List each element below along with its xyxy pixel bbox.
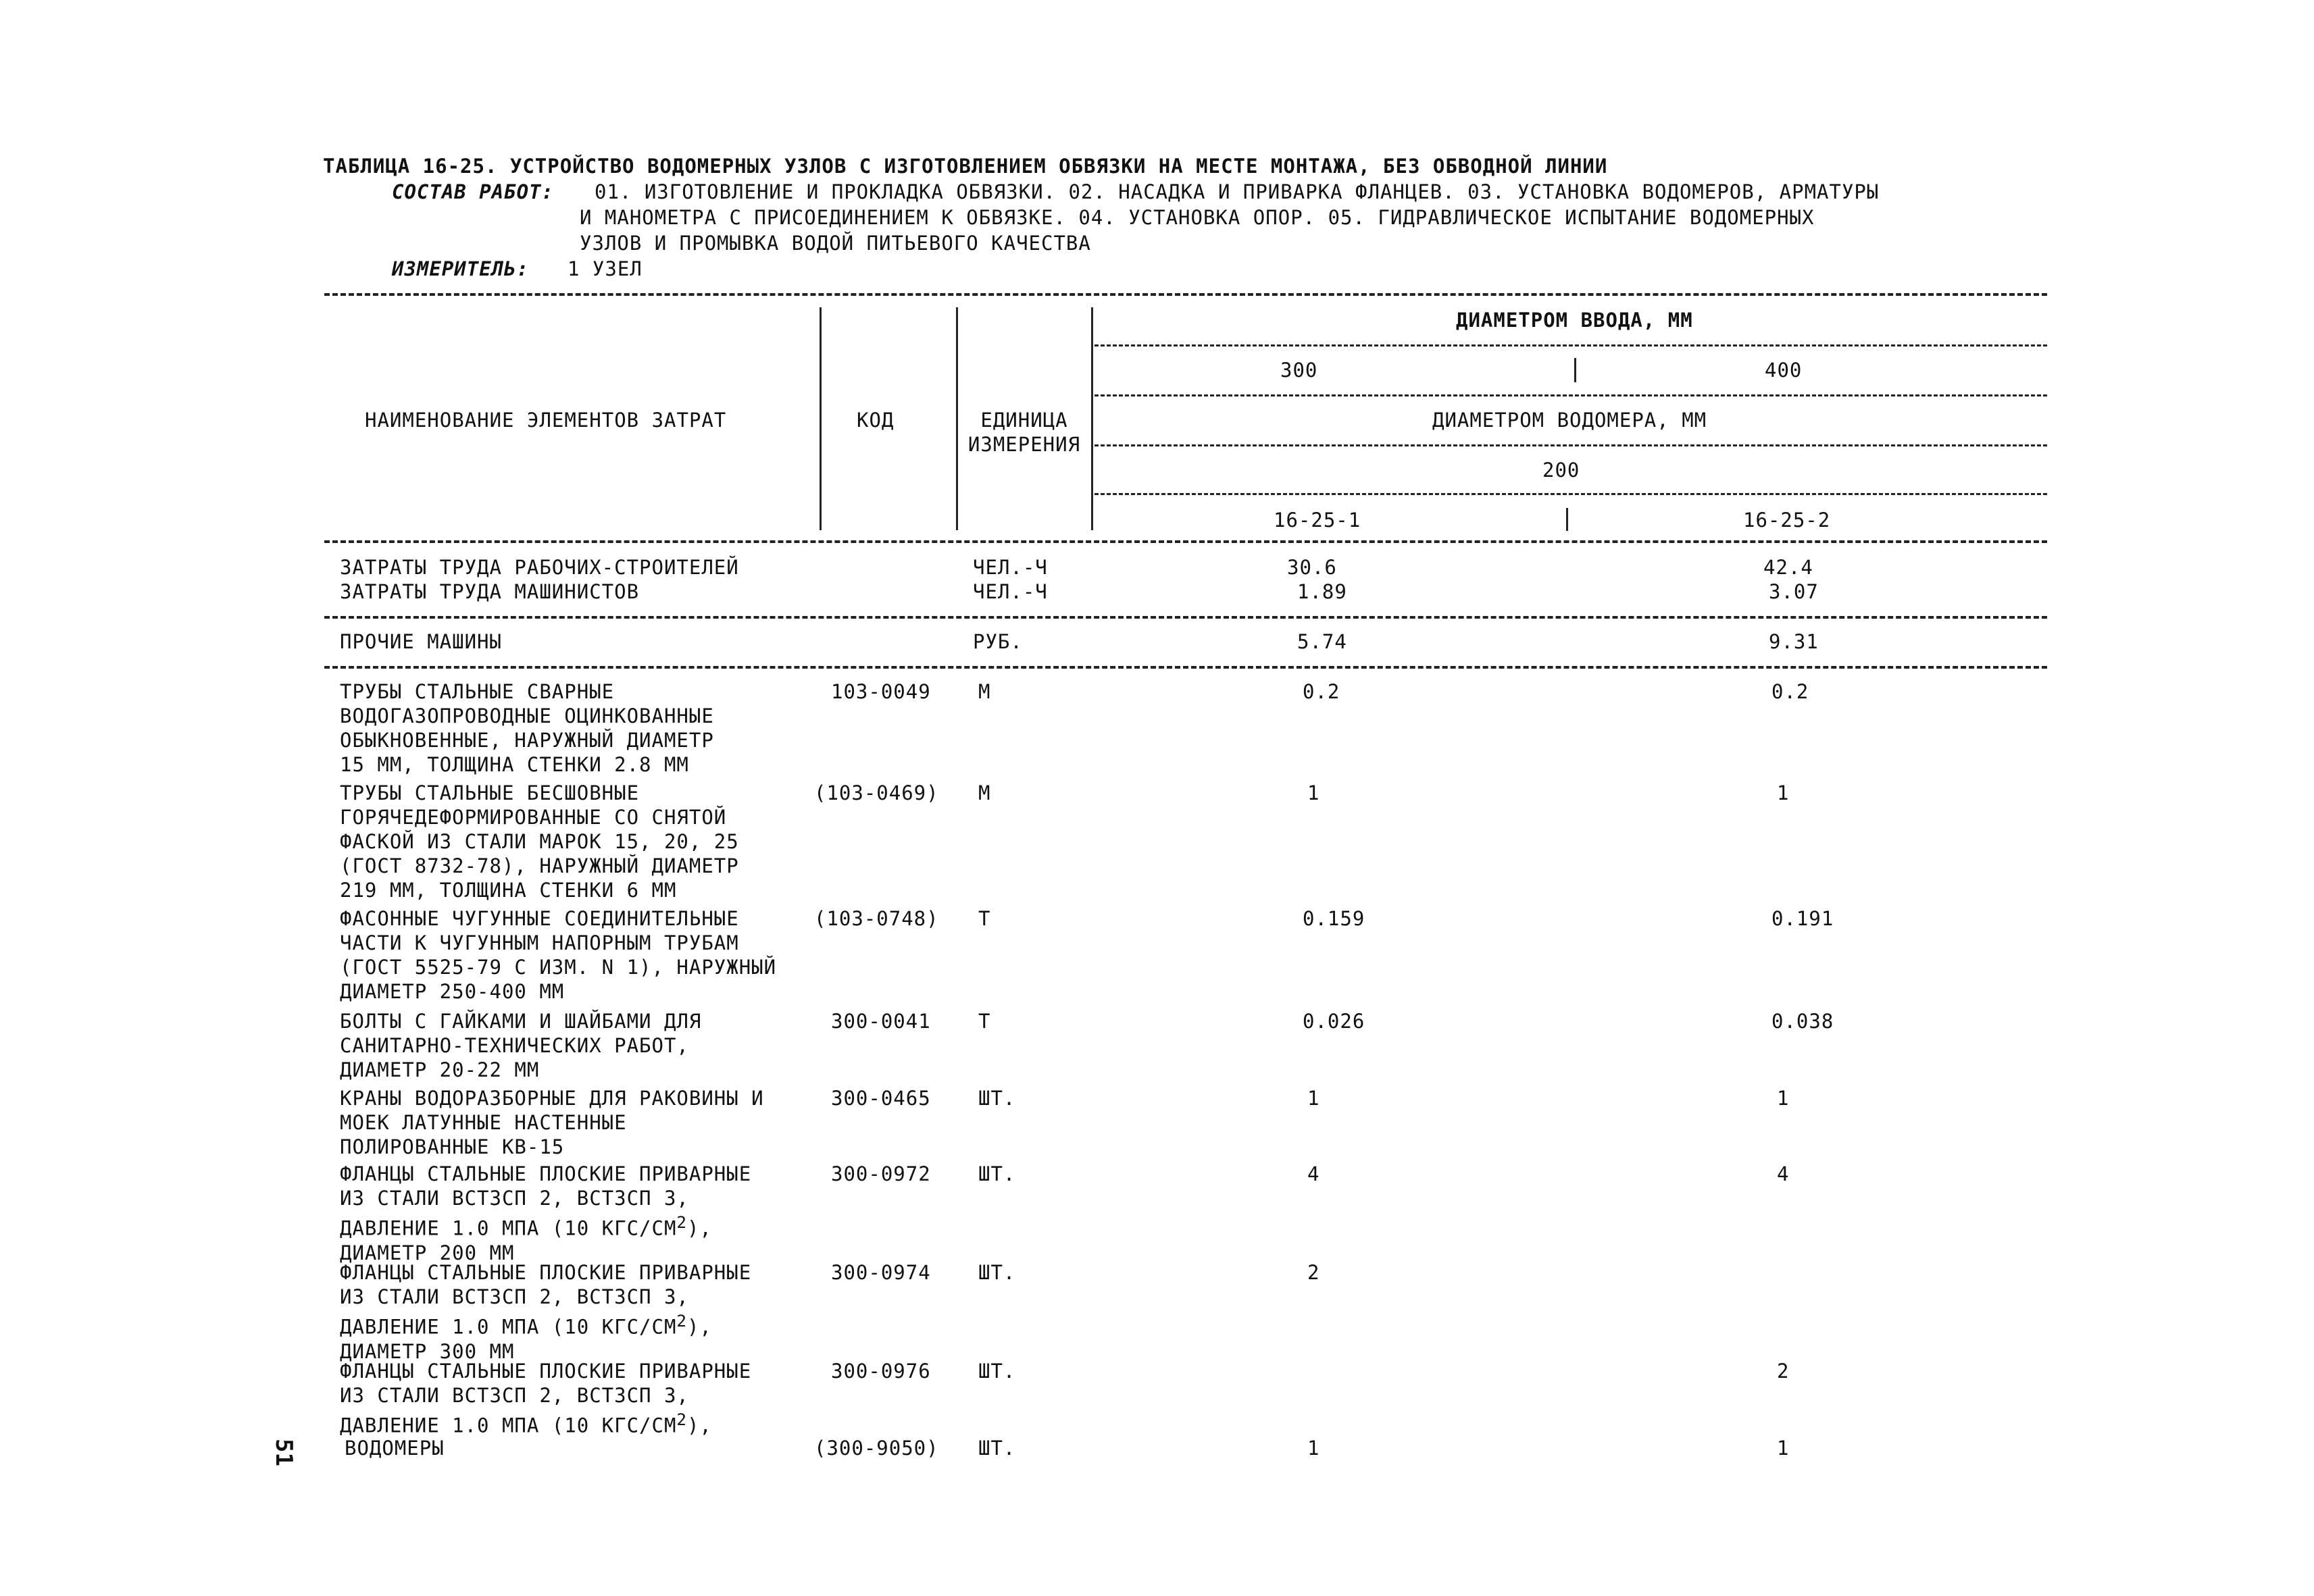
- header-rule-2: [1095, 394, 2047, 396]
- header-col-2: 16-25-2: [1743, 509, 1831, 532]
- header-input-diameter: ДИАМЕТРОМ ВВОДА, ММ: [1456, 309, 1693, 332]
- measure-value: 1 УЗЕЛ: [568, 257, 643, 280]
- composition-line-2: И МАНОМЕТРА С ПРИСОЕДИНЕНИЕМ К ОБВЯЗКЕ. 04. УСТАНОВКА ОПОР. 05. ГИДРАВЛИЧЕСКОЕ ИСПЫТАНИЕ ВОДОМЕРНЫХ: [580, 206, 1815, 229]
- row-value-1: 4: [1307, 1162, 1320, 1185]
- row-unit: ЧЕЛ.-Ч: [973, 556, 1048, 579]
- header-name: НАИМЕНОВАНИЕ ЭЛЕМЕНТОВ ЗАТРАТ: [365, 409, 727, 432]
- row-value-1: 1: [1307, 1437, 1320, 1460]
- header-separator-4: [1574, 358, 1576, 382]
- row-value-2: 0.2: [1771, 680, 1809, 703]
- row-code: 300-0041: [831, 1010, 931, 1033]
- row-unit: Т: [978, 1010, 991, 1033]
- row-code: (103-0748): [814, 907, 939, 930]
- composition-line-3: УЗЛОВ И ПРОМЫВКА ВОДОЙ ПИТЬЕВОГО КАЧЕСТВА: [580, 232, 1091, 255]
- row-unit: ЧЕЛ.-Ч: [973, 580, 1048, 603]
- row-value-1: 0.159: [1303, 907, 1365, 930]
- row-value-2: 1: [1777, 1437, 1790, 1460]
- header-col-1: 16-25-1: [1274, 509, 1361, 532]
- row-value-2: 0.191: [1771, 907, 1834, 930]
- row-value-2: 1: [1777, 1087, 1790, 1110]
- header-separator-5: [1566, 508, 1568, 531]
- row-unit: Т: [978, 907, 991, 930]
- row-value-2: 9.31: [1769, 630, 1819, 653]
- header-top-rule: [324, 293, 2047, 296]
- row-name: БОЛТЫ С ГАЙКАМИ И ШАЙБАМИ ДЛЯ САНИТАРНО-ТЕХНИЧЕСКИХ РАБОТ, ДИАМЕТР 20-22 ММ: [340, 1010, 702, 1081]
- row-code: 300-0465: [831, 1087, 931, 1110]
- row-unit: М: [978, 680, 991, 703]
- header-d300: 300: [1280, 359, 1318, 382]
- row-value-1: 1: [1307, 781, 1320, 804]
- row-name: ЗАТРАТЫ ТРУДА РАБОЧИХ-СТРОИТЕЛЕЙ: [340, 556, 739, 579]
- page-number: 51: [270, 1439, 297, 1466]
- row-name: КРАНЫ ВОДОРАЗБОРНЫЕ ДЛЯ РАКОВИНЫ И МОЕК ЛАТУННЫЕ НАСТЕННЫЕ ПОЛИРОВАННЫЕ КВ-15: [340, 1087, 764, 1158]
- row-value-1: 5.74: [1297, 630, 1347, 653]
- row-code: (300-9050): [814, 1437, 939, 1460]
- row-name: ТРУБЫ СТАЛЬНЫЕ БЕСШОВНЫЕ ГОРЯЧЕДЕФОРМИРОВАННЫЕ СО СНЯТОЙ ФАСКОЙ ИЗ СТАЛИ МАРОК 15, 20, 25 (ГОСТ 8732-78), НАРУЖНЫЙ ДИАМЕТР 219 ММ, ТОЛЩИНА СТЕНКИ 6 ММ: [340, 781, 739, 902]
- row-value-1: 30.6: [1287, 556, 1337, 579]
- row-name: ФЛАНЦЫ СТАЛЬНЫЕ ПЛОСКИЕ ПРИВАРНЫЕ ИЗ СТАЛИ ВСТ3СП 2, ВСТ3СП 3, ДАВЛЕНИЕ 1.0 МПА (10 КГС/$СМ^2$),: [340, 1360, 752, 1437]
- header-separator-3: [1091, 307, 1093, 530]
- row-value-1: 0.2: [1303, 680, 1340, 703]
- row-unit: РУБ.: [973, 630, 1023, 653]
- header-code: КОД: [857, 409, 895, 432]
- header-meter-diameter: ДИАМЕТРОМ ВОДОМЕРА, ММ: [1432, 409, 1707, 432]
- row-unit: ШТ.: [978, 1162, 1016, 1185]
- row-value-1: 0.026: [1303, 1010, 1365, 1033]
- header-bottom-rule: [324, 540, 2047, 543]
- composition-label: СОСТАВ РАБОТ:: [392, 180, 554, 203]
- row-unit: М: [978, 781, 991, 804]
- row-value-1: 2: [1307, 1261, 1320, 1284]
- row-name: ЗАТРАТЫ ТРУДА МАШИНИСТОВ: [340, 580, 640, 603]
- row-code: 300-0974: [831, 1261, 931, 1284]
- row-name: ФЛАНЦЫ СТАЛЬНЫЕ ПЛОСКИЕ ПРИВАРНЫЕ ИЗ СТАЛИ ВСТ3СП 2, ВСТ3СП 3, ДАВЛЕНИЕ 1.0 МПА (10 КГС/$СМ^2$), ДИАМЕТР 200 ММ: [340, 1162, 752, 1264]
- row-value-1: 1: [1307, 1087, 1320, 1110]
- row-name: ТРУБЫ СТАЛЬНЫЕ СВАРНЫЕ ВОДОГАЗОПРОВОДНЫЕ ОЦИНКОВАННЫЕ ОБЫКНОВЕННЫЕ, НАРУЖНЫЙ ДИАМЕТР 15 ММ, ТОЛЩИНА СТЕНКИ 2.8 ММ: [340, 680, 714, 776]
- row-code: 103-0049: [831, 680, 931, 703]
- row-value-2: 2: [1777, 1360, 1790, 1383]
- header-d400: 400: [1765, 359, 1803, 382]
- row-value-2: 4: [1777, 1162, 1790, 1185]
- row-code: (103-0469): [814, 781, 939, 804]
- row-value-2: 42.4: [1763, 556, 1813, 579]
- row-unit: ШТ.: [978, 1360, 1016, 1383]
- row-code: 300-0972: [831, 1162, 931, 1185]
- row-value-2: 3.07: [1769, 580, 1819, 603]
- section-rule-2: [324, 666, 2047, 669]
- row-name: ФАСОННЫЕ ЧУГУННЫЕ СОЕДИНИТЕЛЬНЫЕ ЧАСТИ К ЧУГУННЫМ НАПОРНЫМ ТРУБАМ (ГОСТ 5525-79 С ИЗМ. N 1), НАРУЖНЫЙ ДИАМЕТР 250-400 ММ: [340, 907, 777, 1003]
- row-unit: ШТ.: [978, 1437, 1016, 1460]
- measure-label: ИЗМЕРИТЕЛЬ:: [392, 257, 530, 280]
- row-value-1: 1.89: [1297, 580, 1347, 603]
- row-unit: ШТ.: [978, 1261, 1016, 1284]
- section-rule-1: [324, 616, 2047, 619]
- header-unit: ЕДИНИЦА ИЗМЕРЕНИЯ: [967, 409, 1081, 456]
- header-rule-1: [1095, 344, 2047, 346]
- header-separator-1: [820, 307, 822, 530]
- row-name: ПРОЧИЕ МАШИНЫ: [340, 630, 502, 653]
- header-rule-4: [1095, 493, 2047, 495]
- row-code: 300-0976: [831, 1360, 931, 1383]
- row-value-2: 0.038: [1771, 1010, 1834, 1033]
- composition-line-1: 01. ИЗГОТОВЛЕНИЕ И ПРОКЛАДКА ОБВЯЗКИ. 02. НАСАДКА И ПРИВАРКА ФЛАНЦЕВ. 03. УСТАНОВКА ВОДОМЕРОВ, АРМАТУРЫ: [595, 180, 1880, 203]
- row-name: ФЛАНЦЫ СТАЛЬНЫЕ ПЛОСКИЕ ПРИВАРНЫЕ ИЗ СТАЛИ ВСТ3СП 2, ВСТ3СП 3, ДАВЛЕНИЕ 1.0 МПА (10 КГС/$СМ^2$), ДИАМЕТР 300 ММ: [340, 1261, 752, 1363]
- row-name: ВОДОМЕРЫ: [345, 1437, 445, 1460]
- table-title: ТАБЛИЦА 16-25. УСТРОЙСТВО ВОДОМЕРНЫХ УЗЛОВ С ИЗГОТОВЛЕНИЕМ ОБВЯЗКИ НА МЕСТЕ МОНТАЖА, БЕЗ ОБВОДНОЙ ЛИНИИ: [323, 155, 1608, 178]
- row-unit: ШТ.: [978, 1087, 1016, 1110]
- header-m200: 200: [1542, 459, 1580, 482]
- row-value-2: 1: [1777, 781, 1790, 804]
- header-rule-3: [1095, 444, 2047, 446]
